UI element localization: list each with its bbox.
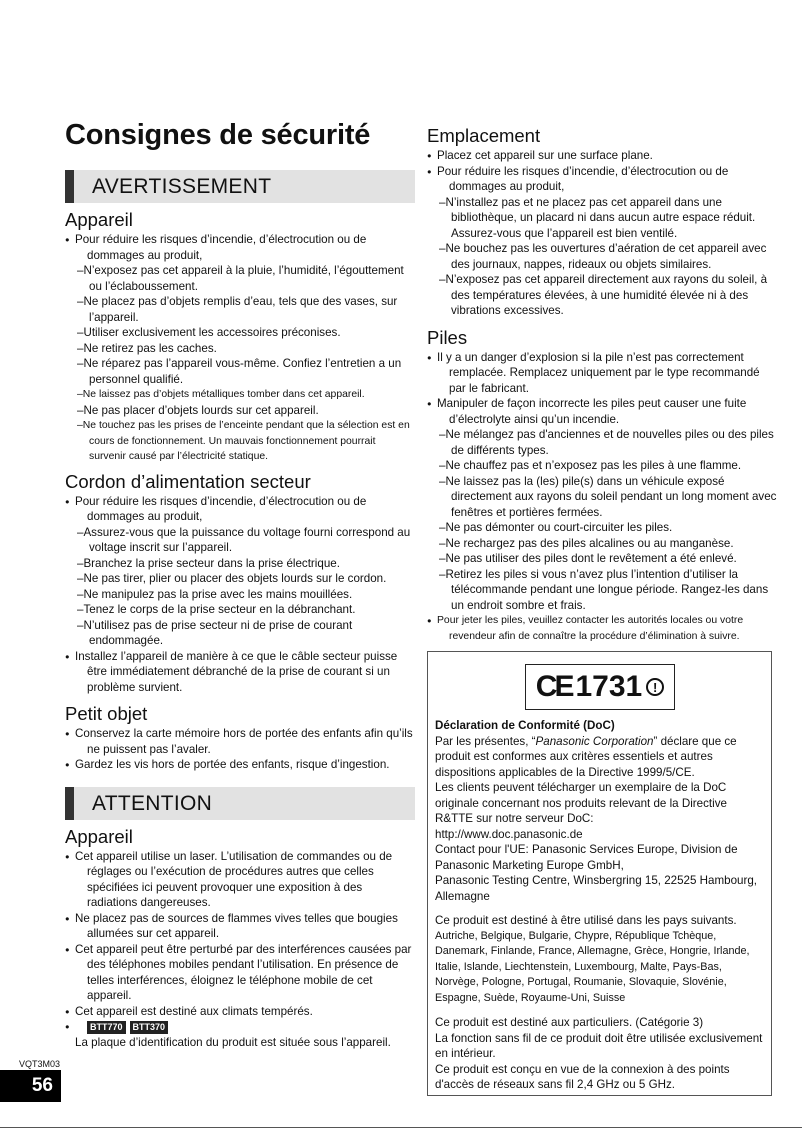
- notified-body-number: 1731: [575, 670, 643, 703]
- sub-item: – Tenez le corps de la prise secteur en la débranchant.: [65, 602, 415, 618]
- sub-item: – Ne manipulez pas la prise avec les mains mouillées.: [65, 587, 415, 603]
- bullet-item: ● Gardez les vis hors de portée des enfants, risque d’ingestion.: [65, 757, 415, 773]
- sub-item: – Ne chauffez pas et n’exposez pas les piles à une flamme.: [427, 458, 777, 474]
- left-column: [65, 118, 415, 1050]
- section-heading-piles: Piles: [427, 326, 468, 348]
- doc-paragraph: Les clients peuvent télécharger un exemplaire de la DoC originale concernant nos produits relevant de la Directive R&TTE sur notre serveur DoC:: [435, 781, 727, 825]
- section-heading-cordon: Cordon d’alimentation secteur: [65, 470, 311, 492]
- document-code: VQT3M03: [19, 1059, 61, 1069]
- warning-banner: AVERTISSEMENT: [65, 170, 415, 203]
- section-heading-petit-objet: Petit objet: [65, 703, 148, 724]
- doc-paragraph: Contact pour l'UE: Panasonic Services Europe, Division de Panasonic Marketing Europe GmbH,: [435, 843, 738, 872]
- bullet-item: ● Installez l’appareil de manière à ce que le câble secteur puisse être immédiatement débranché de la prise de courant si un problème survient.: [65, 649, 415, 696]
- bullet-item: ● Manipuler de façon incorrecte les piles peut causer une fuite d’électrolyte ainsi qu’un incendie.: [427, 396, 777, 427]
- sub-item: – Ne bouchez pas les ouvertures d’aération de cet appareil avec des journaux, nappes, rideaux ou objets similaires.: [427, 241, 777, 272]
- sub-item: – N’utilisez pas de prise secteur ni de prise de courant endommagée.: [65, 618, 415, 649]
- declaration-box: [427, 651, 772, 1096]
- bullet-item: La plaque d’identification du produit est située sous l’appareil.: [75, 1035, 391, 1049]
- sub-item: – Retirez les piles si vous n’avez plus l’intention d’utiliser la télécommande pendant une longue période. Rangez-les dans un endroit sombre et frais.: [427, 567, 777, 614]
- sub-item: – Ne pas utiliser des piles dont le revêtement a été enlevé.: [427, 551, 777, 567]
- page-number: 56: [0, 1070, 61, 1102]
- bullet-item: ● Pour réduire les risques d’incendie, d’électrocution ou de dommages au produit,: [427, 164, 777, 195]
- sub-item: – Ne touchez pas les prises de l’enceinte pendant que la sélection est en cours de fonctionnement. Un mauvais fonctionnement pourrait survenir causé par l’électricité statique.: [65, 418, 415, 465]
- bullet-item: ● Conservez la carte mémoire hors de portée des enfants afin qu’ils ne puissent pas l’avaler.: [65, 726, 415, 757]
- sub-item: – Ne pas tirer, plier ou placer des objets lourds sur le cordon.: [65, 571, 415, 587]
- sub-item: – Utiliser exclusivement les accessoires préconises.: [65, 325, 415, 341]
- caution-banner: ATTENTION: [65, 787, 415, 820]
- sub-item: – Assurez-vous que la puissance du voltage fourni correspond au voltage inscrit sur l’appareil.: [65, 525, 415, 556]
- ce-mark-icon: CE: [535, 670, 572, 703]
- doc-countries: Autriche, Belgique, Bulgarie, Chypre, République Tchèque, Danemark, Finlande, France, Allemagne, Grèce, Hongrie, Irlande, Italie, Islande, Liechtenstein, Luxembourg, Malte, Pays-Bas, Norvège, Pologne, Portugal, Roumanie, Slovaquie, Slovénie, Espagne, Suède, Royaume-Uni, Suisse: [435, 929, 750, 1004]
- bullet-item: ● Placez cet appareil sur une surface plane.: [427, 148, 777, 164]
- doc-paragraph: Par les présentes, “Panasonic Corporation” déclare que ce produit est conformes aux critères essentiels et autres dispositions applicables de la Directive 1999/5/CE.: [435, 734, 737, 779]
- sub-item: – Ne pas démonter ou court-circuiter les piles.: [427, 520, 777, 536]
- doc-url: http://www.doc.panasonic.de: [435, 827, 583, 841]
- doc-paragraph: Panasonic Testing Centre, Winsbergring 15, 22525 Hambourg, Allemagne: [435, 874, 758, 903]
- section-heading-emplacement: Emplacement: [427, 125, 541, 146]
- doc-paragraph: Ce produit est destiné à être utilisé dans les pays suivants.: [435, 914, 737, 927]
- alert-icon: !: [646, 678, 664, 696]
- sub-item: – Ne placez pas d’objets remplis d’eau, tels que des vases, sur l’appareil.: [65, 294, 415, 325]
- sub-item: – N’exposez pas cet appareil à la pluie, l’humidité, l’égouttement ou l’éclaboussement.: [65, 263, 415, 294]
- bullet-item: ● Cet appareil peut être perturbé par des interférences causées par des téléphones mobiles pendant l’utilisation. En présence de telles interférences, éloignez le téléphone mobile de cet appareil.: [65, 942, 415, 1004]
- doc-paragraph: Ce produit est conçu en vue de la connexion à des points d'accès de réseaux sans fil 2,4 GHz ou 5 GHz.: [435, 1062, 730, 1091]
- ce-marking: [525, 664, 675, 710]
- sub-item: – Ne laissez pas la (les) pile(s) dans un véhicule exposé directement aux rayons du soleil pendant un long moment avec fenêtres et portières fermées.: [427, 474, 777, 521]
- sub-item: – Ne mélangez pas d'anciennes et de nouvelles piles ou des piles de différents types.: [427, 427, 777, 458]
- model-badge: BTT370: [130, 1021, 169, 1034]
- doc-paragraph: La fonction sans fil de ce produit doit être utilisée exclusivement en intérieur.: [435, 1031, 763, 1060]
- sub-item: – Ne pas placer d’objets lourds sur cet appareil.: [65, 403, 415, 419]
- doc-paragraph: Ce produit est destiné aux particuliers. (Catégorie 3): [435, 1016, 704, 1029]
- bullet-item: ● Pour jeter les piles, veuillez contacter les autorités locales ou votre revendeur afin de connaître la procédure d’élimination à suivre.: [427, 613, 777, 644]
- section-heading-appareil-2: Appareil: [65, 825, 133, 847]
- sub-item: – N’exposez pas cet appareil directement aux rayons du soleil, à des températures élevées, à une humidité élevée ni à des vibrations excessives.: [427, 272, 777, 319]
- bullet-item: ● Pour réduire les risques d’incendie, d’électrocution ou de dommages au produit,: [65, 232, 415, 263]
- sub-item: – Branchez la prise secteur dans la prise électrique.: [65, 556, 415, 572]
- bullet-item: ● Il y a un danger d’explosion si la pile n’est pas correctement remplacée. Remplacez uniquement par le type recommandé par le fabricant.: [427, 350, 777, 397]
- bullet-item: ● Pour réduire les risques d’incendie, d’électrocution ou de dommages au produit,: [65, 494, 415, 525]
- bullet-item: ● Cet appareil utilise un laser. L’utilisation de commandes ou de réglages ou l’exécution de procédures autres que celles spécifiées ici peuvent provoquer une exposition à des radiations dangereuses.: [65, 849, 415, 911]
- bottom-rule: [0, 1127, 802, 1128]
- sub-item: – Ne réparez pas l’appareil vous-même. Confiez l’entretien a un personnel qualifié.: [65, 356, 415, 387]
- bullet-item: ● Cet appareil est destiné aux climats tempérés.: [65, 1004, 415, 1020]
- sub-item: – Ne rechargez pas des piles alcalines ou au manganèse.: [427, 536, 777, 552]
- right-column: [427, 123, 777, 644]
- declaration-text: [435, 718, 767, 1093]
- doc-title: Déclaration de Conformité (DoC): [435, 719, 615, 732]
- bullet-item: [65, 1019, 415, 1035]
- sub-item: – Ne laissez pas d’objets métalliques tomber dans cet appareil.: [65, 387, 415, 403]
- bullet-item: ● Ne placez pas de sources de flammes vives telles que bougies allumées sur cet appareil.: [65, 911, 415, 942]
- section-heading-appareil: Appareil: [65, 209, 133, 230]
- page-title: Consignes de sécurité: [65, 119, 371, 151]
- sub-item: – N’installez pas et ne placez pas cet appareil dans une bibliothèque, un placard ni dans aucun autre espace réduit. Assurez-vous que l’appareil est bien ventilé.: [427, 195, 777, 242]
- model-badge: BTT770: [87, 1021, 126, 1034]
- sub-item: – Ne retirez pas les caches.: [65, 341, 415, 357]
